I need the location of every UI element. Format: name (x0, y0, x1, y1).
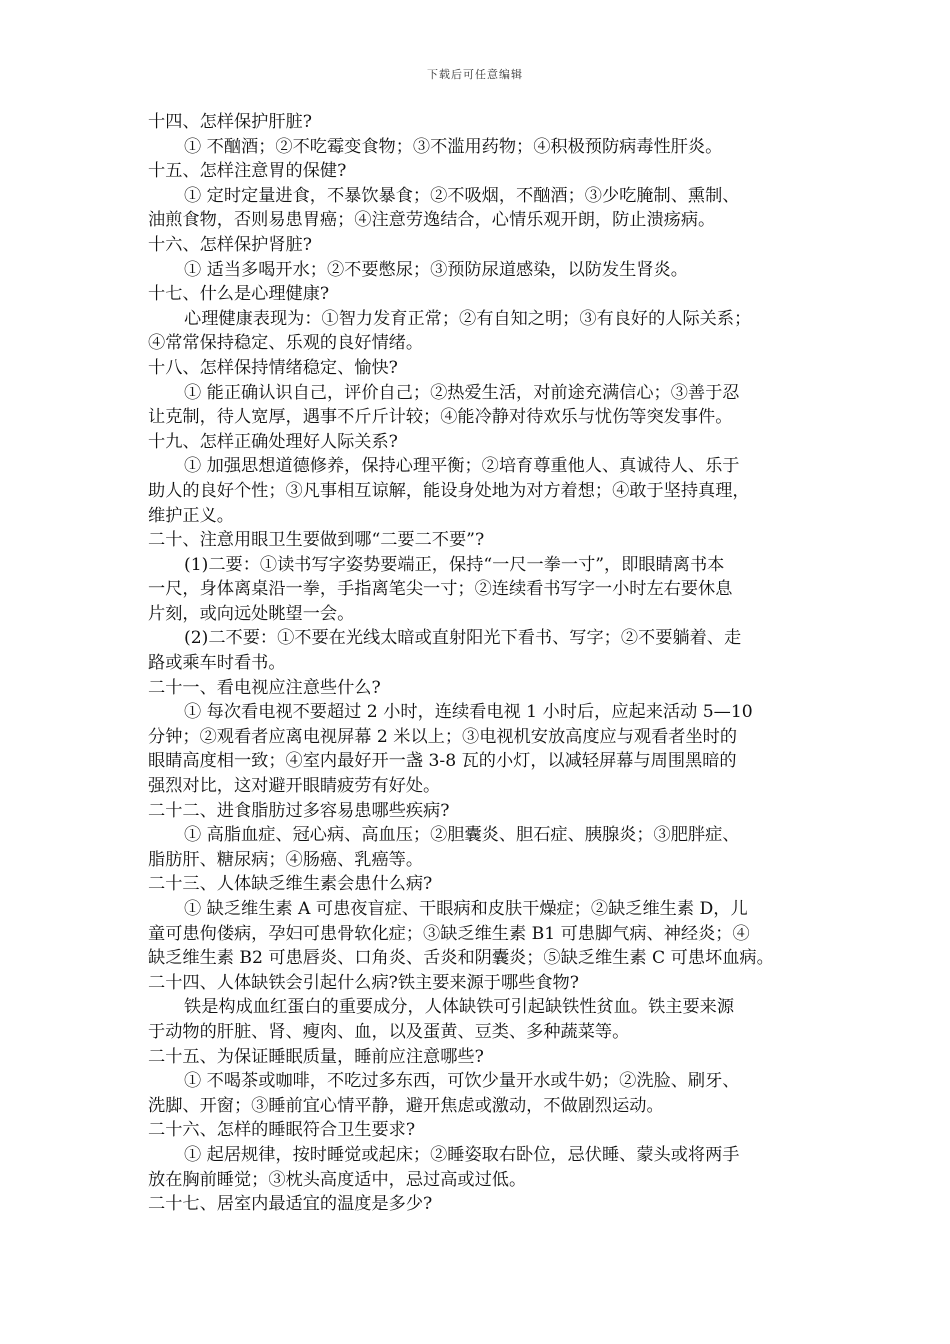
answer-line: ① 缺乏维生素 A 可患夜盲症、干眼病和皮肤干燥症；②缺乏维生素 D，儿 (184, 899, 748, 919)
answer-line: ① 加强思想道德修养，保持心理平衡；②培育尊重他人、真诚待人、乐于 (184, 456, 740, 477)
answer-line: 油煎食物，否则易患胃癌；④注意劳逸结合，心情乐观开朗，防止溃疡病。 (148, 210, 716, 231)
answer-line: ① 不喝茶或咖啡，不吃过多东西，可饮少量开水或牛奶；②洗脸、刷牙、 (184, 1071, 740, 1092)
answer-line: 于动物的肝脏、肾、瘦肉、血，以及蛋黄、豆类、多种蔬菜等。 (148, 1021, 630, 1042)
question-heading: 十四、怎样保护肝脏? (148, 112, 312, 132)
answer-line: 童可患佝偻病，孕妇可患骨软化症；③缺乏维生素 B1 可患脚气病、神经炎；④ (148, 923, 750, 944)
answer-line: 强烈对比，这对避开眼睛疲劳有好处。 (148, 776, 441, 797)
answer-line: ④常常保持稳定、乐观的良好情绪。 (148, 333, 424, 354)
answer-line: 洗脚、开窗；③睡前宜心情平静，避开焦虑或激动，不做剧烈运动。 (148, 1095, 664, 1116)
answer-line: 路或乘车时看书。 (148, 653, 286, 674)
question-heading: 二十六、怎样的睡眠符合卫生要求? (148, 1120, 416, 1141)
question-heading: 二十二、进食脂肪过多容易患哪些疾病? (148, 800, 450, 821)
question-heading: 十九、怎样正确处理好人际关系? (148, 431, 398, 452)
question-heading: 二十四、人体缺铁会引起什么病?铁主要来源于哪些食物? (148, 972, 579, 993)
answer-line: 维护正义。 (148, 505, 234, 526)
question-heading: 二十五、为保证睡眠质量，睡前应注意哪些? (148, 1046, 484, 1067)
question-heading: 二十、注意用眼卫生要做到哪“二要二不要”? (148, 530, 485, 551)
answer-line: 片刻，或向远处眺望一会。 (148, 603, 355, 624)
question-heading: 十五、怎样注意胃的保健? (148, 161, 347, 182)
answer-line: ① 每次看电视不要超过 2 小时，连续看电视 1 小时后，应起来活动 5—10 (184, 702, 753, 723)
page-header: 下载后可任意编辑 (427, 68, 523, 81)
answer-line: (1)二要：①读书写字姿势要端正，保持“一尺一拳一寸”，即眼睛离书本 (184, 554, 725, 575)
answer-line: 一尺，身体离桌沿一拳，手指离笔尖一寸；②连续看书写字一小时左右要休息 (148, 579, 733, 600)
answer-line: (2)二不要：①不要在光线太暗或直射阳光下看书、写字；②不要躺着、走 (184, 628, 742, 649)
answer-line: ① 起居规律，按时睡觉或起床；②睡姿取右卧位，忌伏睡、蒙头或将两手 (184, 1144, 740, 1165)
answer-line: 眼睛高度相一致；④室内最好开一盏 3-8 瓦的小灯，以减轻屏幕与周围黑暗的 (148, 751, 737, 772)
answer-line: 缺乏维生素 B2 可患唇炎、口角炎、舌炎和阴囊炎；⑤缺乏维生素 C 可患坏血病。 (148, 948, 774, 969)
question-heading: 十六、怎样保护肾脏? (148, 234, 312, 255)
answer-line: ① 能正确认识自己，评价自己；②热爱生活，对前途充满信心；③善于忍 (184, 382, 740, 403)
document-body (148, 110, 810, 1217)
answer-line: ① 不酗酒；②不吃霉变食物；③不滥用药物；④积极预防病毒性肝炎。 (184, 136, 723, 157)
question-heading: 十七、什么是心理健康? (148, 284, 330, 305)
question-heading: 二十三、人体缺乏维生素会患什么病? (148, 874, 433, 895)
answer-line: 脂肪肝、糖尿病；④肠癌、乳癌等。 (148, 849, 424, 870)
answer-line: 助人的良好个性；③凡事相互谅解，能设身处地为对方着想；④敢于坚持真理， (148, 480, 750, 501)
question-heading: 二十一、看电视应注意些什么? (148, 677, 381, 698)
answer-line: ① 定时定量进食，不暴饮暴食；②不吸烟，不酗酒；③少吃腌制、熏制、 (184, 185, 740, 206)
answer-line: 分钟；②观看者应离电视屏幕 2 米以上；③电视机安放高度应与观看者坐时的 (148, 726, 738, 747)
answer-line: ① 适当多喝开水；②不要憋尿；③预防尿道感染，以防发生肾炎。 (184, 259, 688, 280)
question-heading: 二十七、居室内最适宜的温度是多少? (148, 1194, 433, 1215)
answer-line: 放在胸前睡觉；③枕头高度适中，忌过高或过低。 (148, 1169, 527, 1190)
answer-line: 心理健康表现为：①智力发育正常；②有自知之明；③有良好的人际关系； (184, 308, 752, 329)
answer-line: 让克制，待人宽厚，遇事不斤斤计较；④能冷静对待欢乐与忧伤等突发事件。 (148, 407, 733, 428)
question-heading: 十八、怎样保持情绪稳定、愉快? (148, 357, 398, 378)
answer-line: 铁是构成血红蛋白的重要成分，人体缺铁可引起缺铁性贫血。铁主要来源 (184, 997, 735, 1018)
answer-line: ① 高脂血症、冠心病、高血压；②胆囊炎、胆石症、胰腺炎；③肥胖症、 (184, 825, 740, 846)
